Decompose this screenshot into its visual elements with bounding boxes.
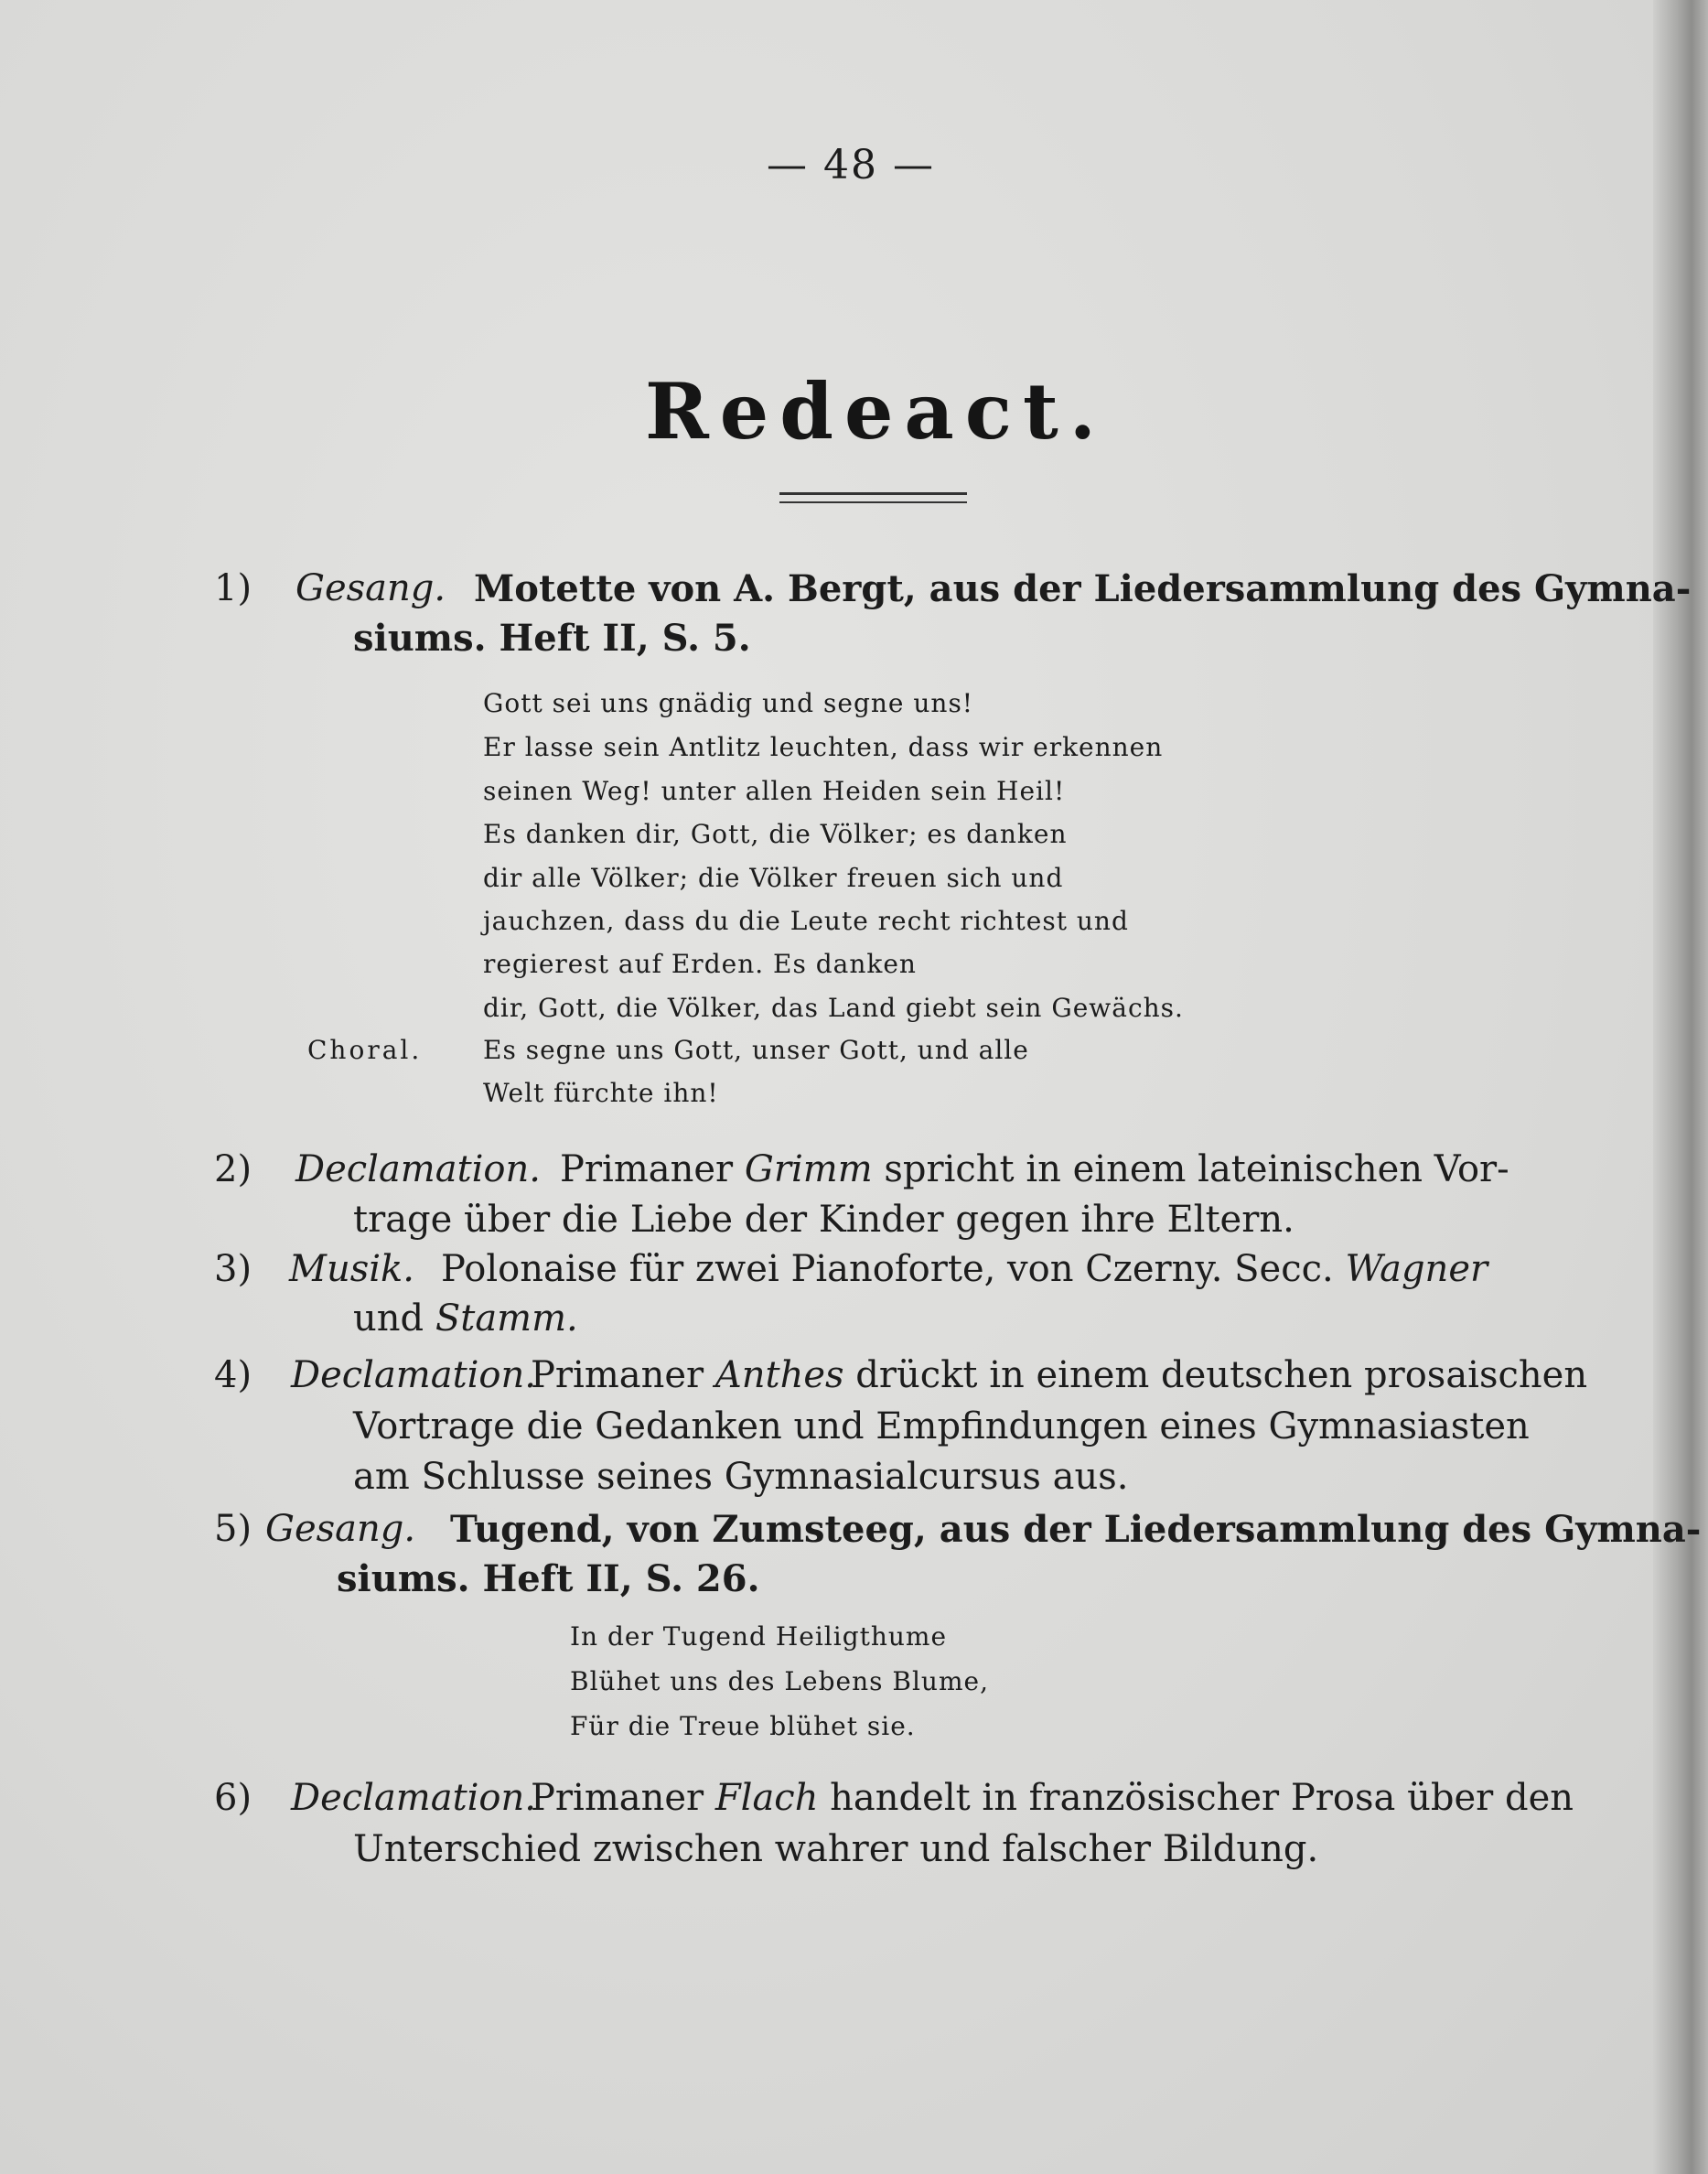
page-number: — 48 —: [767, 142, 935, 188]
item-1-verse-line: jauchzen, dass du die Leute recht richtest und: [483, 906, 1129, 936]
item-1-kind: Gesang.: [295, 567, 446, 609]
item-4-kind: Declamation.: [291, 1354, 536, 1396]
item-6-number: 6): [214, 1777, 252, 1819]
item-5-line-1: Tugend, von Zumsteeg, aus der Liedersammlung des Gymna-: [450, 1508, 1702, 1551]
item-1-verse-line: Gott sei uns gnädig und segne uns!: [483, 688, 974, 718]
item-1-verse-line: Er lasse sein Antlitz leuchten, dass wir erkennen: [483, 732, 1164, 762]
item-4-line-3: am Schlusse seines Gymnasialcursus aus.: [353, 1456, 1129, 1498]
item-1-verse-line: seinen Weg! unter allen Heiden sein Heil!: [483, 776, 1066, 806]
item-5-kind: Gesang.: [265, 1508, 416, 1550]
item-6-text: Primaner Flach handelt in französischer Prosa über den: [531, 1777, 1574, 1819]
page-title: Redeact.: [645, 366, 1108, 457]
item-4-number: 4): [214, 1354, 252, 1396]
item-5-verse-line: Blühet uns des Lebens Blume,: [570, 1666, 989, 1696]
item-5-verse-line: Für die Treue blühet sie.: [570, 1711, 916, 1741]
item-6-kind: Declamation.: [291, 1777, 536, 1819]
item-5-verse-line: In der Tugend Heiligthume: [570, 1621, 948, 1652]
item-3-kind: Musik.: [289, 1248, 414, 1290]
item-1-verse-line: Es danken dir, Gott, die Völker; es danken: [483, 819, 1068, 849]
item-2-line-2: trage über die Liebe der Kinder gegen ihre Eltern.: [353, 1199, 1294, 1241]
item-6-line-2: Unterschied zwischen wahrer und falscher Bildung.: [353, 1828, 1319, 1870]
title-rule-bottom: [779, 501, 967, 503]
title-rule-top: [779, 492, 967, 495]
item-3-text: Polonaise für zwei Pianoforte, von Czerny. Secc. Wagner: [441, 1248, 1488, 1290]
book-spine-shadow: [1653, 0, 1708, 2174]
item-2-kind: Declamation.: [295, 1148, 541, 1190]
item-1-verse-line: Es segne uns Gott, unser Gott, und alle: [483, 1035, 1029, 1065]
item-2-text: Primaner Grimm spricht in einem lateinischen Vor-: [560, 1148, 1509, 1190]
item-4-text: Primaner Anthes drückt in einem deutschen prosaischen: [531, 1354, 1588, 1396]
item-1-verse-line: regierest auf Erden. Es danken: [483, 949, 917, 979]
item-3-number: 3): [214, 1248, 252, 1290]
item-1-verse-line: Welt fürchte ihn!: [483, 1078, 719, 1108]
item-5-number: 5): [214, 1508, 252, 1550]
item-2-number: 2): [214, 1148, 252, 1190]
item-1-line-1: Motette von A. Bergt, aus der Liedersammlung des Gymna-: [474, 567, 1692, 610]
item-1-verse-line: dir, Gott, die Völker, das Land giebt sein Gewächs.: [483, 993, 1184, 1023]
item-5-line-2: siums. Heft II, S. 26.: [337, 1557, 760, 1600]
item-3-line-2: und Stamm.: [353, 1297, 578, 1340]
item-1-verse-line: dir alle Völker; die Völker freuen sich und: [483, 863, 1064, 893]
choral-label: Choral.: [307, 1035, 423, 1065]
item-1-number: 1): [214, 567, 252, 609]
item-4-line-2: Vortrage die Gedanken und Empfindungen eines Gymnasiasten: [353, 1405, 1530, 1448]
item-1-line-2: siums. Heft II, S. 5.: [353, 617, 751, 660]
